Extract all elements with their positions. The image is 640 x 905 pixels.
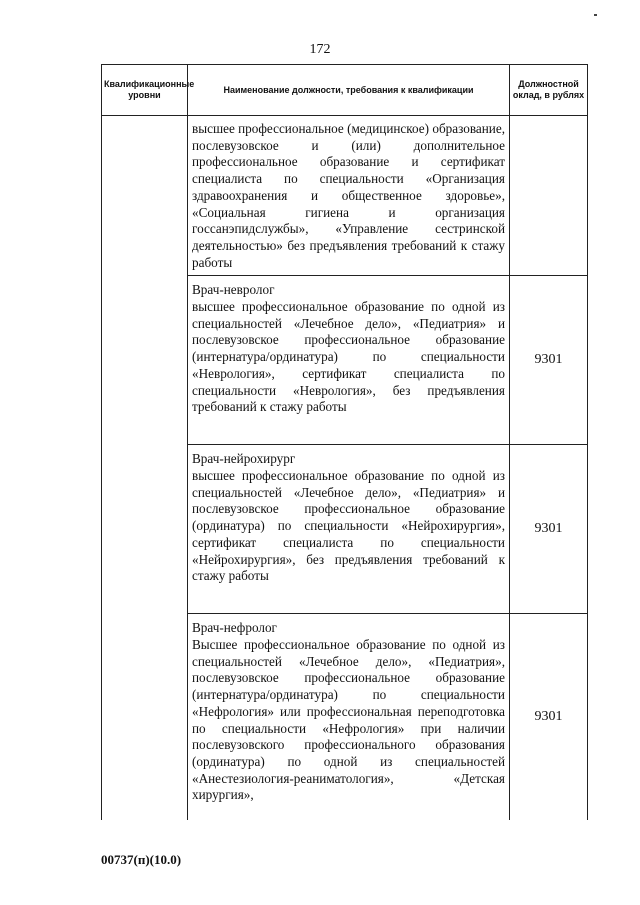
table-row (102, 116, 588, 276)
position-description (188, 445, 510, 614)
position-requirements: Высшее профессиональное образование по одной из специальностей «Лечебное дело», «Педиатрия», послевузовское профессиональное образование (интернатура/ординатура) по специальности «Нефрология» или профессиональная переподготовка по специальности «Нефрология» при наличии послевузовского профессионального образования (ординатура) по одной из специальностей «Анестезиология-реаниматология», «Детская хирургия», (192, 637, 505, 803)
scan-speck (594, 14, 597, 16)
header-salary: Должностной оклад, в рублях (510, 65, 588, 116)
position-requirements: высшее профессиональное образование по одной из специальностей «Лечебное дело», «Педиатрия» и послевузовское профессиональное образование (интернатура/ординатура) по специальности «Неврология», сертификат специалиста по специальности «Неврология», без предъявления требований к стажу работы (192, 299, 505, 415)
position-description (188, 614, 510, 820)
salary-value: 9301 (510, 614, 588, 820)
salary-value: 9301 (510, 276, 588, 445)
position-description (188, 276, 510, 445)
position-title: Врач-нейрохирург (192, 451, 296, 467)
salary-value: 9301 (510, 445, 588, 614)
continued-requirements: высшее профессиональное (медицинское) образование, послевузовское и (или) дополнительное профессиональное образование и сертификат специалиста по специальности «Организация здравоохранения и общественное здоровье», «Социальная гигиена и организация госсанэпидслужбы», «Управление сестринской деятельностью» без предъявления требований к стажу работы (188, 116, 510, 276)
table-header-row (102, 65, 588, 116)
qualification-level-cell (102, 116, 188, 820)
header-qualification-levels: Квалификационные уровни (102, 65, 188, 116)
salary-cell-empty (510, 116, 588, 276)
header-position-requirements: Наименование должности, требования к квалификации (188, 65, 510, 116)
page-number: 172 (309, 42, 331, 57)
position-title: Врач-нефролог (192, 620, 277, 636)
qualification-table (101, 64, 588, 820)
position-title: Врач-невролог (192, 282, 275, 298)
document-code: 00737(п)(10.0) (101, 852, 182, 867)
position-requirements: высшее профессиональное образование по одной из специальностей «Лечебное дело», «Педиатрия» и послевузовское профессиональное образование (ординатура) по специальности «Нейрохирургия», сертификат специалиста по специальности «Нейрохирургия», без предъявления требований к стажу работы (192, 468, 505, 584)
